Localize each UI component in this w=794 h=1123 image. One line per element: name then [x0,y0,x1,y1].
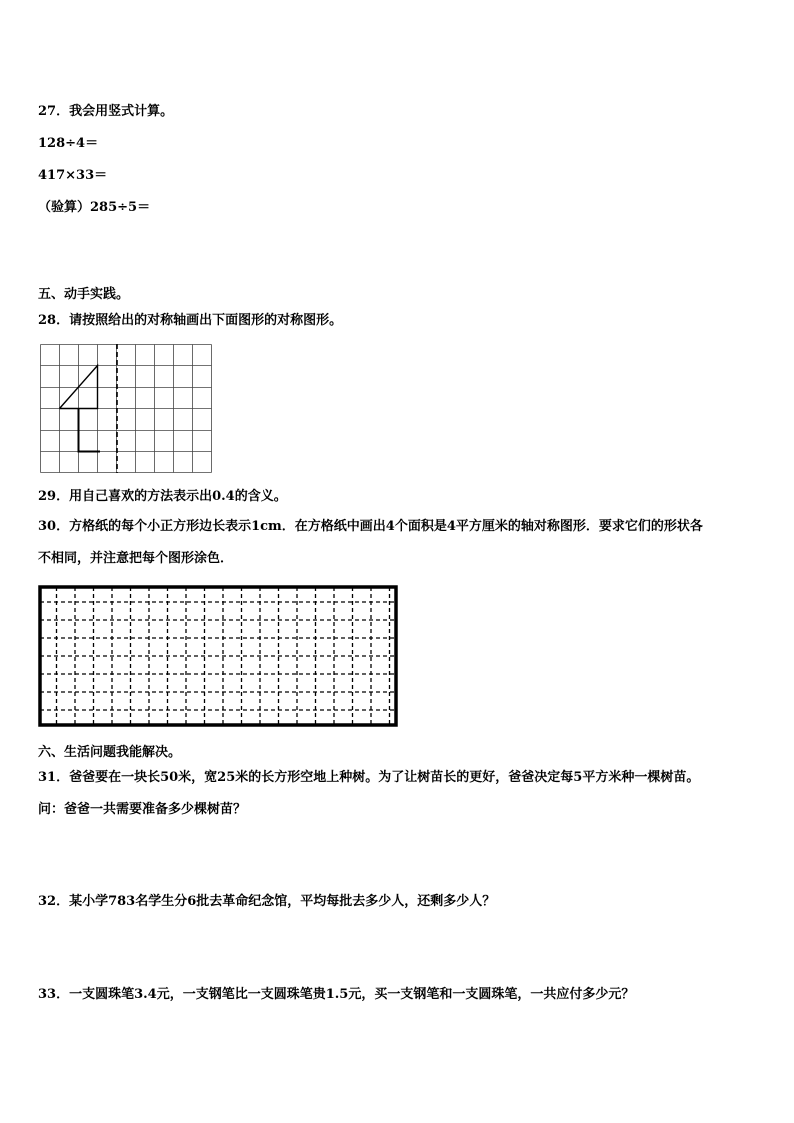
symmetry-grid [40,344,214,475]
q31-line-1: 31．爸爸要在一块长50米，宽25米的长方形空地上种树。为了让树苗长的更好，爸爸决定每5平方米种一棵树苗。 [38,770,700,785]
q33-text: 33．一支圆珠笔3.4元，一支钢笔比一支圆珠笔贵1.5元，买一支钢笔和一支圆珠笔，一共应付多少元？ [38,987,635,1002]
q27-title: 27．我会用竖式计算。 [38,104,174,119]
given-shape-stem [79,409,101,452]
section-6-heading: 六、生活问题我能解决。 [38,745,182,760]
q27-item-1: 128÷4＝ [38,136,99,151]
section-5-heading: 五、动手实践。 [38,287,130,302]
q31-line-2: 问：爸爸一共需要准备多少棵树苗？ [38,802,247,817]
q30-line-1: 30．方格纸的每个小正方形边长表示1cm．在方格纸中画出4个面积是4平方厘米的轴对称图形．要求它们的形状各 [38,519,703,534]
q30-line-2: 不相同，并注意把每个图形涂色． [38,551,234,566]
dotted-grid-paper [38,585,400,729]
q32-text: 32．某小学783名学生分6批去革命纪念馆，平均每批去多少人，还剩多少人？ [38,894,496,909]
q27-item-3: （验算）285÷5＝ [38,200,151,215]
q29-text: 29．用自己喜欢的方法表示出0.4的含义。 [38,489,287,504]
q28-text: 28．请按照给出的对称轴画出下面图形的对称图形。 [38,313,343,328]
q27-item-2: 417×33＝ [38,168,108,183]
